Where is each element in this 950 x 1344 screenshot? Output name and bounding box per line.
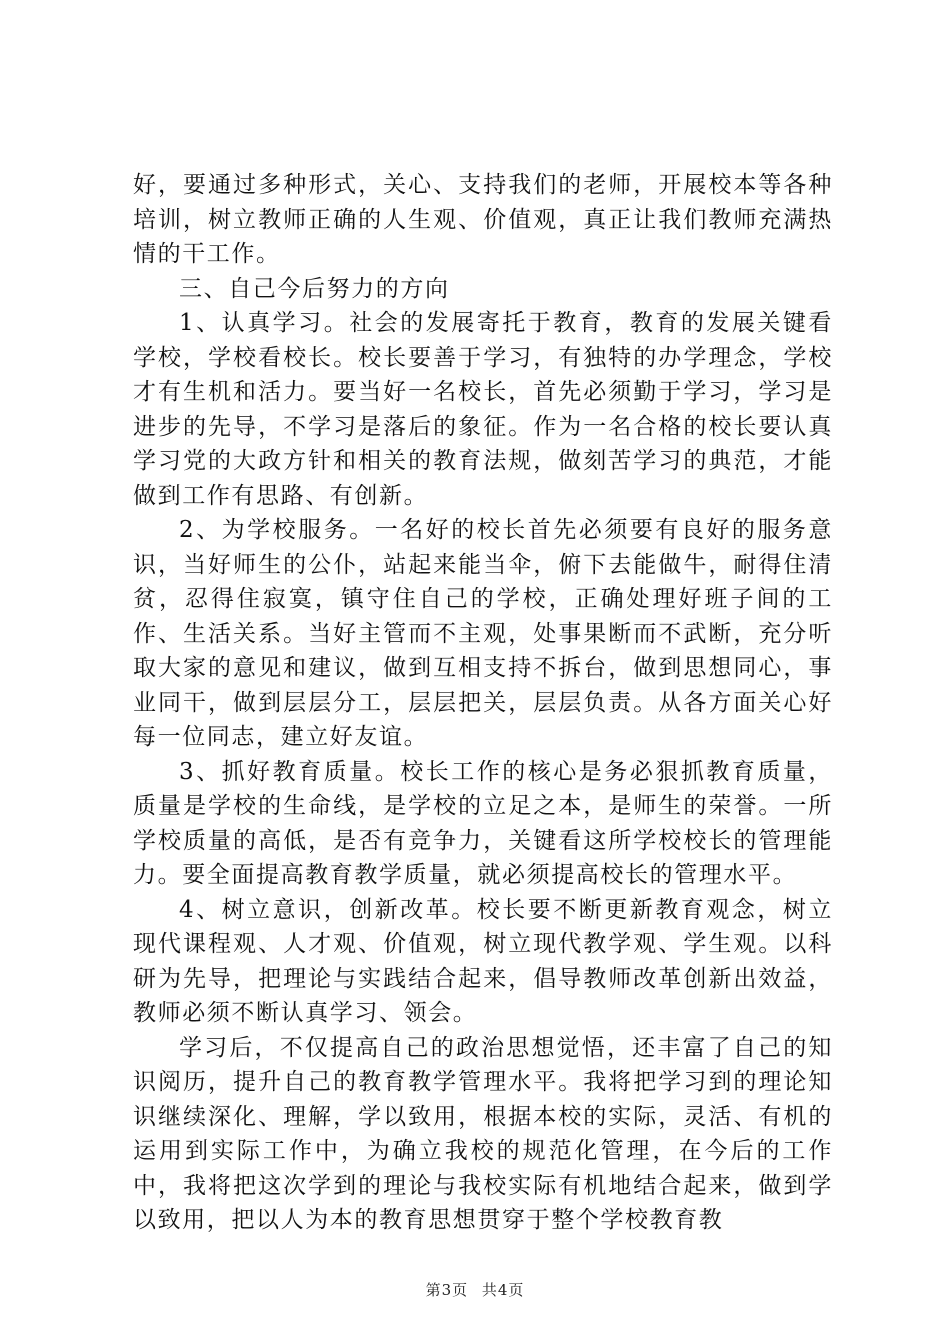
paragraph-study: 1、认真学习。社会的发展寄托于教育，教育的发展关键看学校，学校看校长。校长要善于学习，有独特的办学理念，学校才有生机和活力。要当好一名校长，首先必须勤于学习，学习是进步的先导，不学习是落后的象征。作为一名合格的校长要认真学习党的大政方针和相关的教育法规，做刻苦学习的典范，才能做到工作有思路、有创新。 [133, 310, 833, 509]
document-body [133, 168, 833, 1238]
page-number: 第3页 [425, 1281, 469, 1299]
paragraph-service: 2、为学校服务。一名好的校长首先必须要有良好的服务意识，当好师生的公仆，站起来能当伞，俯下去能做牛，耐得住清贫，忍得住寂寞，镇守住自己的学校，正确处理好班子间的工作、生活关系。当好主管而不主观，处事果断而不武断，充分听取大家的意见和建议，做到互相支持不拆台，做到思想同心，事业同干，做到层层分工，层层把关，层层负责。从各方面关心好每一位同志，建立好友谊。 [133, 517, 833, 750]
section-heading: 三、自己今后努力的方向 [179, 275, 450, 302]
paragraph-quality: 3、抓好教育质量。校长工作的核心是务必狠抓教育质量，质量是学校的生命线，是学校的立足之本，是师生的荣誉。一所学校质量的高低，是否有竞争力，关键看这所学校校长的管理能力。要全面提高教育教学质量，就必须提高校长的管理水平。 [133, 758, 833, 888]
paragraph-innovation: 4、树立意识，创新改革。校长要不断更新教育观念，树立现代课程观、人才观、价值观，树立现代教学观、学生观。以科研为先导，把理论与实践结合起来，倡导教师改革创新出效益，教师必须不断认真学习、领会。 [133, 896, 833, 1026]
paragraph-conclusion: 学习后，不仅提高自己的政治思想觉悟，还丰富了自己的知识阅历，提升自己的教育教学管理水平。我将把学习到的理论知识继续深化、理解，学以致用，根据本校的实际，灵活、有机的运用到实际工作中，为确立我校的规范化管理，在今后的工作中，我将把这次学到的理论与我校实际有机地结合起来，做到学以致用，把以人为本的教育思想贯穿于整个学校教育教 [133, 1034, 833, 1233]
page-footer [0, 1279, 950, 1300]
paragraph-continuation: 好，要通过多种形式，关心、支持我们的老师，开展校本等各种培训，树立教师正确的人生观、价值观，真正让我们教师充满热情的干工作。 [133, 172, 833, 267]
page-total: 共4页 [481, 1281, 525, 1299]
